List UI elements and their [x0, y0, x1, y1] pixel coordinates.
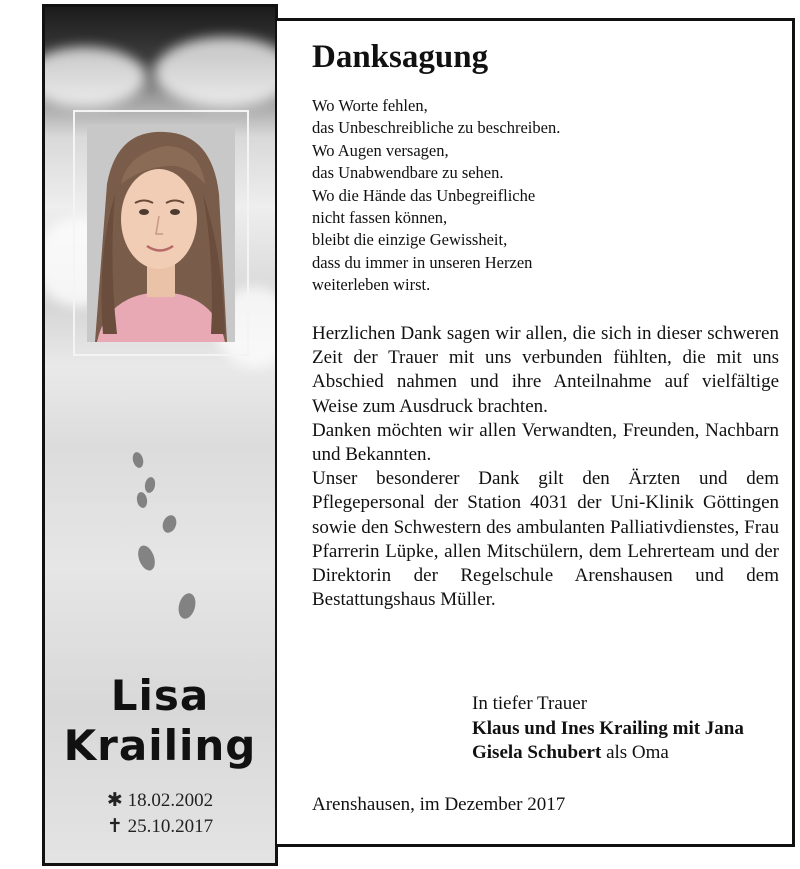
death-cross-icon: ✝ [106, 816, 123, 837]
poem [312, 95, 772, 297]
poem-line: Wo Worte fehlen, [312, 96, 428, 115]
poem-line: das Unabwendbare zu sehen. [312, 163, 504, 183]
footprint [136, 491, 149, 508]
poem-line: dass du immer in unseren Herzen [312, 252, 533, 272]
last-name: Krailing [63, 721, 257, 770]
sign-grandma-name: Gisela Schubert [472, 742, 602, 763]
poem-line: bleibt die einzige Gewissheit, [312, 230, 508, 250]
sign-intro: In tiefer Trauer [472, 693, 588, 714]
death-date: 25.10.2017 [127, 816, 214, 837]
birth-date-line [45, 789, 275, 812]
cloud-decoration [155, 37, 278, 107]
footprint [144, 476, 157, 493]
portrait-illustration [87, 124, 235, 342]
signature-block [472, 692, 744, 766]
footprint [131, 451, 145, 469]
cloud-decoration [42, 47, 145, 107]
footprint [160, 513, 178, 534]
footprint [135, 543, 158, 573]
thanks-paragraph: Unser besonderer Dank gilt den Ärzten und dem Pflegepersonal der Station 4031 der Uni-Klinik Göttingen sowie den Schwestern des ambulanten Palliativdienstes, Frau Pfarrerin Lüpke, allen Mitschülern, dem Lehrerteam und der Direktorin der Regelschule Arenshausen und dem Bestattungshaus Müller. [312, 468, 779, 611]
place-date: Arenshausen, im Dezember 2017 [312, 794, 566, 815]
footprint [176, 591, 198, 620]
birth-date: 18.02.2002 [127, 790, 214, 811]
birth-star-icon: ✱ [106, 790, 123, 811]
poem-line: Wo Augen versagen, [312, 140, 449, 160]
notice-title: Danksagung [312, 39, 489, 75]
portrait-photo [87, 124, 235, 342]
poem-line: nicht fassen können, [312, 208, 448, 228]
portrait-frame [73, 110, 249, 356]
sign-grandma-role: als Oma [606, 742, 669, 763]
poem-line: das Unbeschreibliche zu beschreiben. [312, 118, 561, 138]
poem-line: weiterleben wirst. [312, 275, 431, 295]
notice-frame [277, 18, 795, 847]
death-date-line [45, 815, 275, 838]
thanks-paragraph: Herzlichen Dank sagen wir allen, die sich in dieser schweren Zeit der Trauer mit uns verbunden fühlten, die mit uns Abschied nahmen und ihre Anteilnahme auf vielfältige Weise zum Ausdruck brachten. [312, 323, 779, 417]
first-name: Lisa [110, 671, 210, 720]
thanks-text [312, 322, 779, 612]
sign-family: Klaus und Ines Krailing mit Jana [472, 717, 744, 739]
poem-line: Wo die Hände das Unbegreifliche [312, 185, 536, 205]
memorial-panel [42, 4, 278, 866]
thanks-paragraph: Danken möchten wir allen Verwandten, Freunden, Nachbarn und Bekannten. [312, 419, 779, 466]
